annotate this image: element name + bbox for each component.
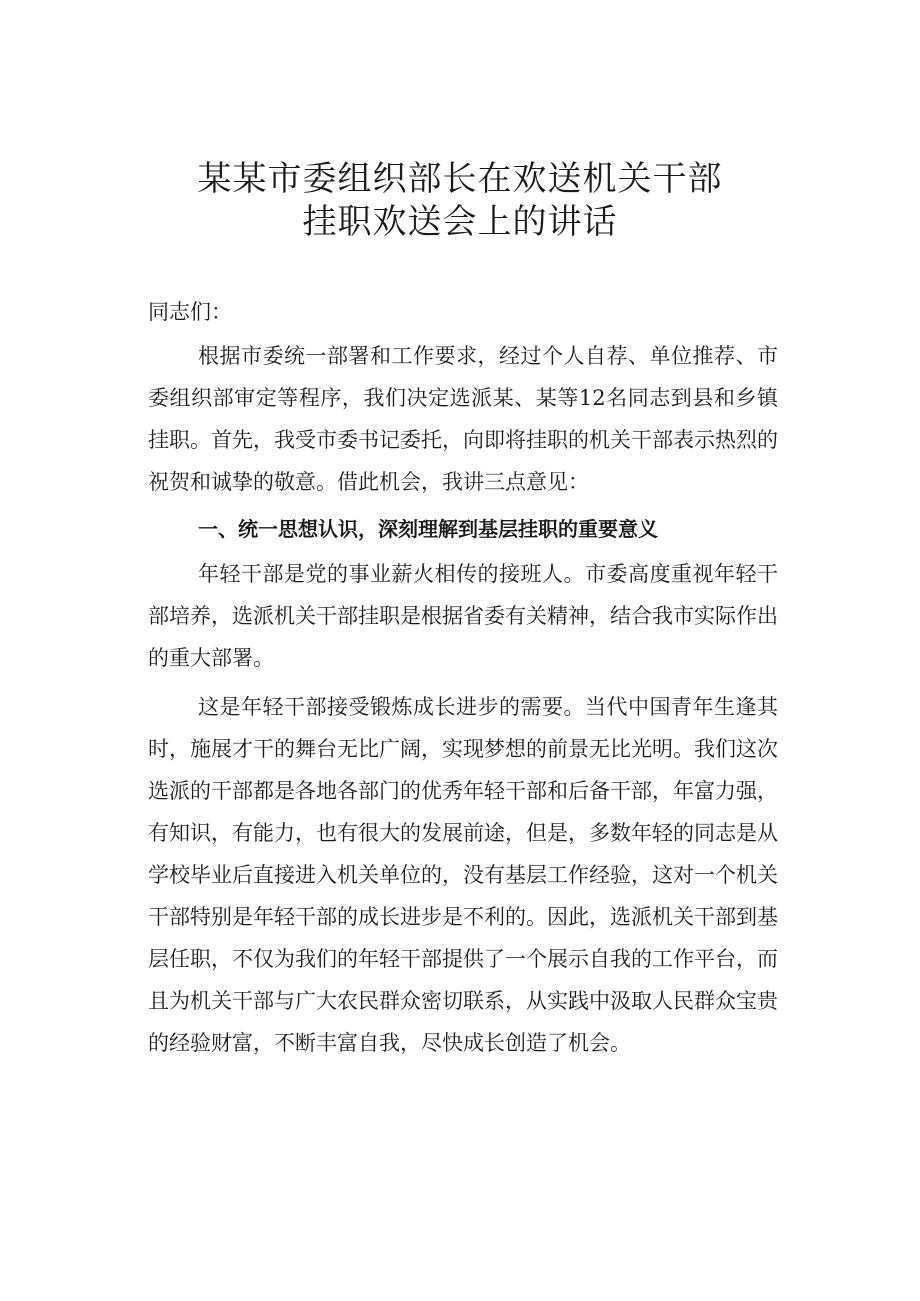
paragraph-intro: 根据市委统一部署和工作要求，经过个人自荐、单位推荐、市委组织部审定等程序，我们决定选派某、某等12名同志到县和乡镇挂职。首先，我受市委书记委托，向即将挂职的机关干部表示热烈的祝贺和诚挚的敬意。借此机会，我讲三点意见： (148, 344, 778, 494)
paragraph-2: 年轻干部是党的事业薪火相传的接班人。市委高度重视年轻干部培养，选派机关干部挂职是根据省委有关精神，结合我市实际作出的重大部署。 (148, 562, 778, 670)
document-title-line1: 某某市委组织部长在欢送机关干部 (197, 159, 723, 199)
salutation: 同志们： (148, 300, 232, 324)
document-title-line2: 挂职欢送会上的讲话 (302, 202, 618, 242)
paragraph-3: 这是年轻干部接受锻炼成长进步的需要。当代中国青年生逢其时，施展才干的舞台无比广阔，实现梦想的前景无比光明。我们这次选派的干部都是各地各部门的优秀年轻干部和后备干部，年富力强，有知识，有能力，也有很大的发展前途，但是，多数年轻的同志是从学校毕业后直接进入机关单位的，没有基层工作经验，这对一个机关干部特别是年轻干部的成长进步是不利的。因此，选派机关干部到基层任职，不仅为我们的年轻干部提供了一个展示自我的工作平台，而且为机关干部与广大农民群众密切联系，从实践中汲取人民群众宝贵的经验财富，不断丰富自我，尽快成长创造了机会。 (148, 695, 778, 1055)
section-heading-1: 一、统一思想认识，深刻理解到基层挂职的重要意义 (198, 517, 658, 541)
